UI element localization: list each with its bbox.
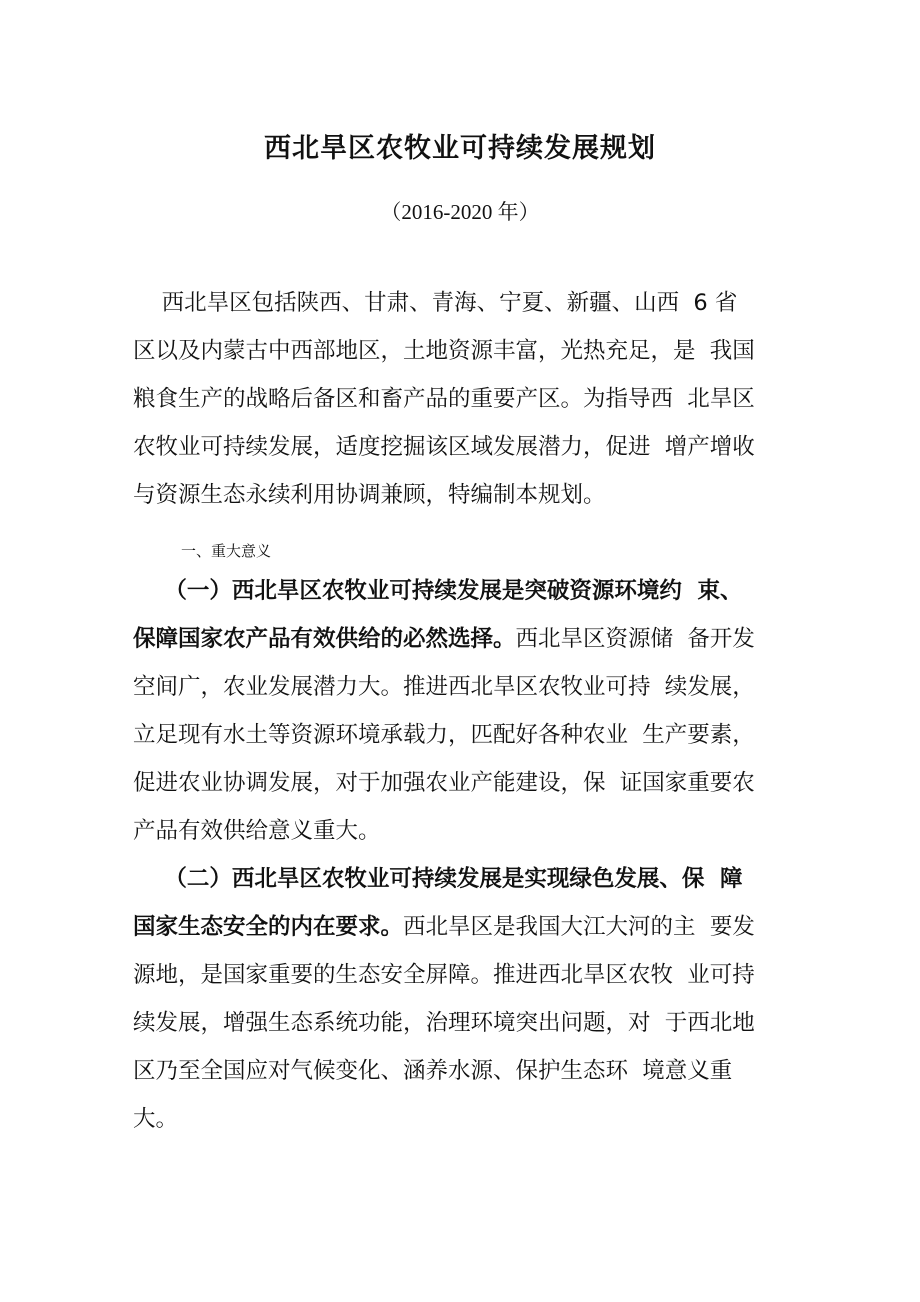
- para1-text: 西北旱区资源储 备开发: [515, 626, 755, 652]
- para2-text: 西北旱区是我国大江大河的主 要发: [403, 914, 755, 940]
- intro-line: 区以及内蒙古中西部地区，土地资源丰富，光热充足，是 我国: [133, 338, 755, 364]
- para2-line: 源地，是国家重要的生态安全屏障。推进西北旱区农牧 业可持: [133, 962, 755, 988]
- document-subtitle: （2016-2020 年）: [380, 200, 540, 224]
- para2-line: 大。: [133, 1106, 179, 1132]
- document-title: 西北旱区农牧业可持续发展规划: [264, 133, 656, 164]
- para1-heading-line: （一）西北旱区农牧业可持续发展是突破资源环境约 束、: [133, 578, 743, 604]
- para1-line: 促进农业协调发展，对于加强农业产能建设，保 证国家重要农: [133, 770, 755, 796]
- intro-line: 西北旱区包括陕西、甘肃、青海、宁夏、新疆、山西 6 省: [133, 290, 738, 316]
- para1-heading-cont: 保障国家农产品有效供给的必然选择。: [133, 626, 516, 652]
- para2-line: 续发展，增强生态系统功能，治理环境突出问题，对 于西北地: [133, 1010, 755, 1036]
- intro-line: 农牧业可持续发展，适度挖掘该区域发展潜力，促进 增产增收: [133, 434, 755, 460]
- para1-line: 产品有效供给意义重大。: [133, 818, 381, 844]
- para2-line: [133, 912, 755, 942]
- para1-line: 空间广，农业发展潜力大。推进西北旱区农牧业可持 续发展，: [133, 674, 755, 700]
- para1-line: [133, 624, 755, 654]
- para2-heading-cont: 国家生态安全的内在要求。: [133, 914, 404, 940]
- para2-heading-line: （二）西北旱区农牧业可持续发展是实现绿色发展、保 障: [133, 866, 743, 892]
- section-heading: 一、重大意义: [181, 542, 272, 560]
- para1-line: 立足现有水土等资源环境承载力，匹配好各种农业 生产要素，: [133, 722, 755, 748]
- intro-line: 粮食生产的战略后备区和畜产品的重要产区。为指导西 北旱区: [133, 386, 755, 412]
- intro-line: 与资源生态永续利用协调兼顾，特编制本规划。: [133, 482, 606, 508]
- para2-line: 区乃至全国应对气候变化、涵养水源、保护生态环 境意义重: [133, 1058, 733, 1084]
